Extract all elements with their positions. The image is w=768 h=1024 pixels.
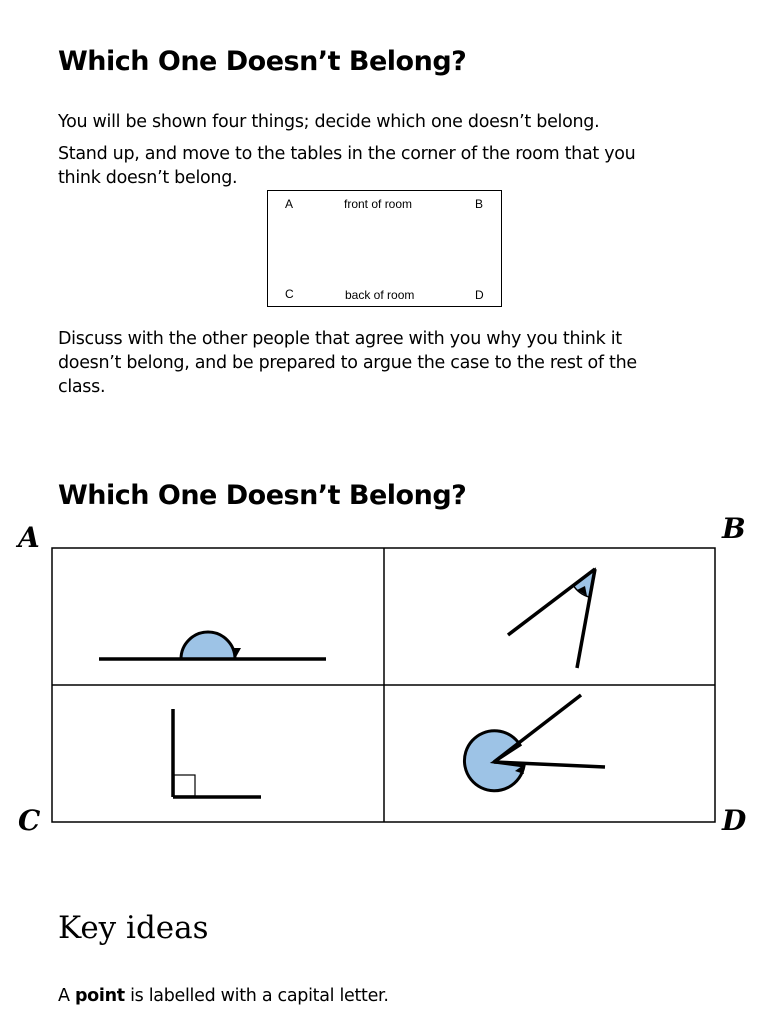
activity-title: Which One Doesn’t Belong? [58,480,467,511]
key-idea-suffix: is labelled with a capital letter. [124,986,389,1006]
panel-b-acute-angle [508,569,595,668]
room-corner-d: D [475,288,484,302]
activity-corner-d: D [722,804,747,837]
key-ideas-heading: Key ideas [58,910,209,946]
key-idea-point [58,984,389,1008]
room-back-label: back of room [345,288,415,302]
instruction-paragraph-1: You will be shown four things; decide which one doesn’t belong. [58,112,600,132]
instruction-paragraph-2-line-1: Stand up, and move to the tables in the corner of the room that you [58,144,636,164]
intro-title: Which One Doesn’t Belong? [58,46,467,77]
activity-corner-a: A [18,521,40,554]
panel-d-reflex-angle [464,695,605,791]
panel-a-straight-angle [99,632,326,659]
room-front-label: front of room [344,197,413,211]
key-idea-prefix: A [58,986,75,1006]
instruction-paragraph-2-line-2: think doesn’t belong. [58,168,238,188]
discussion-paragraph-line-2: doesn’t belong, and be prepared to argue the case to the rest of the [58,353,637,373]
activity-corner-c: C [18,804,41,837]
discussion-paragraph-line-1: Discuss with the other people that agree with you why you think it [58,329,622,349]
discussion-paragraph-line-3: class. [58,377,106,397]
room-corner-b: B [475,197,484,211]
room-corner-a: A [285,197,294,211]
grid-frame [52,548,715,822]
activity-corner-b: B [722,512,746,545]
panel-c-right-angle [173,709,261,797]
room-corner-c: C [285,287,294,301]
key-idea-term: point [74,986,125,1006]
